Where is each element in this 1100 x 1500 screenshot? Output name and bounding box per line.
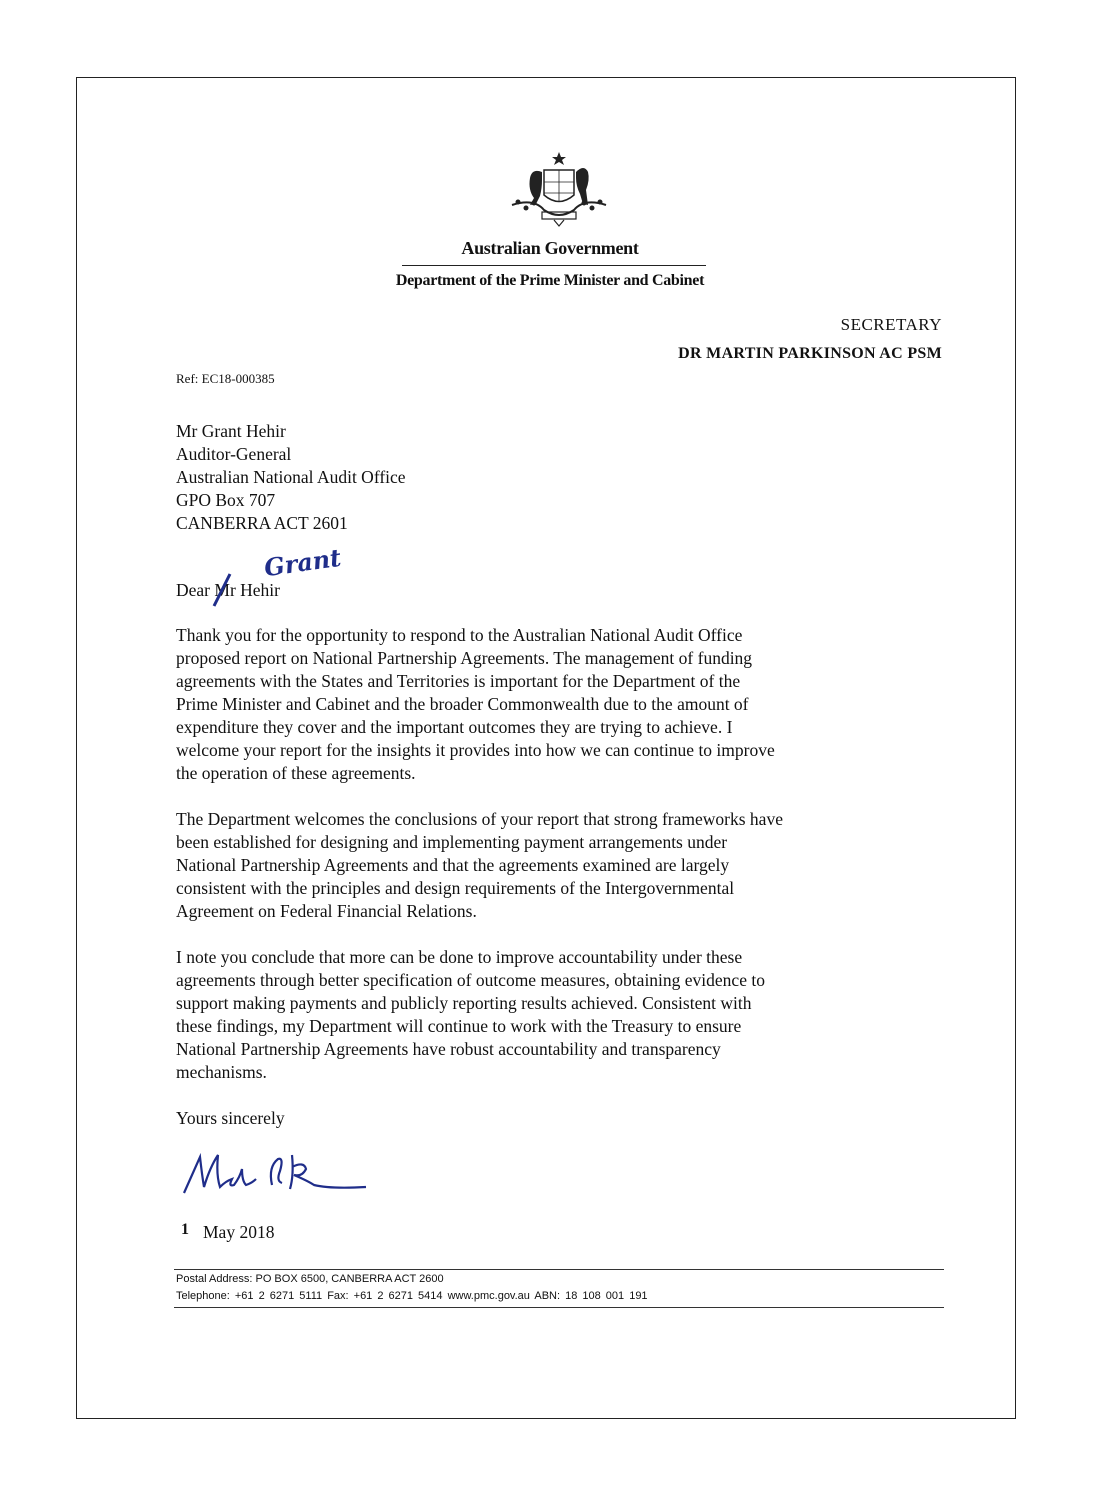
- department-name: Department of the Prime Minister and Cabinet: [395, 272, 705, 289]
- letterhead-divider: [402, 265, 706, 266]
- body-paragraph: I note you conclude that more can be done to improve accountability under these agreements through better specification of outcome measures, obtaining evidence to support making payments and publicly reporting results achieved. Consistent with these findings, my Department will continue to work with the Treasury to ensure National Partnership Agreements have robust accountability and transparency mechanisms.: [176, 947, 765, 1082]
- closing: Yours sincerely: [176, 1108, 285, 1128]
- salutation-prefix: Dear: [176, 580, 215, 600]
- body-paragraph: The Department welcomes the conclusions of your report that strong frameworks have been established for designing and implementing payment arrangements under National Partnership Agreements and that the agreements examined are largely consistent with the principles and design requirements of the Intergovernmental Agreement on Federal Financial Relations.: [176, 809, 783, 921]
- footer-divider-top: [174, 1269, 944, 1270]
- letter-date: May 2018: [203, 1222, 275, 1242]
- handwritten-date-day: 1: [181, 1221, 189, 1238]
- address-line: Auditor-General: [176, 444, 292, 464]
- australian-coat-of-arms-icon: [504, 150, 614, 230]
- strike-mark: [210, 574, 236, 608]
- salutation-name: Hehir: [235, 580, 281, 600]
- footer-contact: Telephone: +61 2 6271 5111 Fax: +61 2 6271 5414 www.pmc.gov.au ABN: 18 108 001 191: [176, 1290, 648, 1302]
- body-paragraph: Thank you for the opportunity to respond to the Australian National Audit Office proposed report on National Partnership Agreements. The management of funding agreements with the States and Territories is important for the Department of the Prime Minister and Cabinet and the broader Commonwealth due to the amount of expenditure they cover and the important outcomes they are trying to achieve. I welcome your report for the insights it provides into how we can continue to improve the operation of these agreements.: [176, 625, 775, 783]
- secretary-name: DR MARTIN PARKINSON AC PSM: [678, 345, 942, 362]
- reference-number: Ref: EC18-000385: [176, 371, 275, 386]
- salutation-struck-title: Mr: [214, 580, 235, 600]
- letter-body: [176, 624, 956, 1107]
- recipient-address: [176, 420, 406, 535]
- salutation: [176, 580, 280, 601]
- footer-divider-bottom: [174, 1307, 944, 1308]
- footer-postal-address: Postal Address: PO BOX 6500, CANBERRA ACT 2600: [176, 1273, 444, 1285]
- address-line: Australian National Audit Office: [176, 467, 406, 487]
- address-line: GPO Box 707: [176, 490, 276, 510]
- secretary-title: SECRETARY: [840, 315, 942, 334]
- address-line: Mr Grant Hehir: [176, 421, 286, 441]
- signature: [180, 1145, 370, 1205]
- address-line: CANBERRA ACT 2601: [176, 513, 348, 533]
- government-name: Australian Government: [461, 238, 639, 258]
- handwritten-correction: Grant: [262, 542, 343, 583]
